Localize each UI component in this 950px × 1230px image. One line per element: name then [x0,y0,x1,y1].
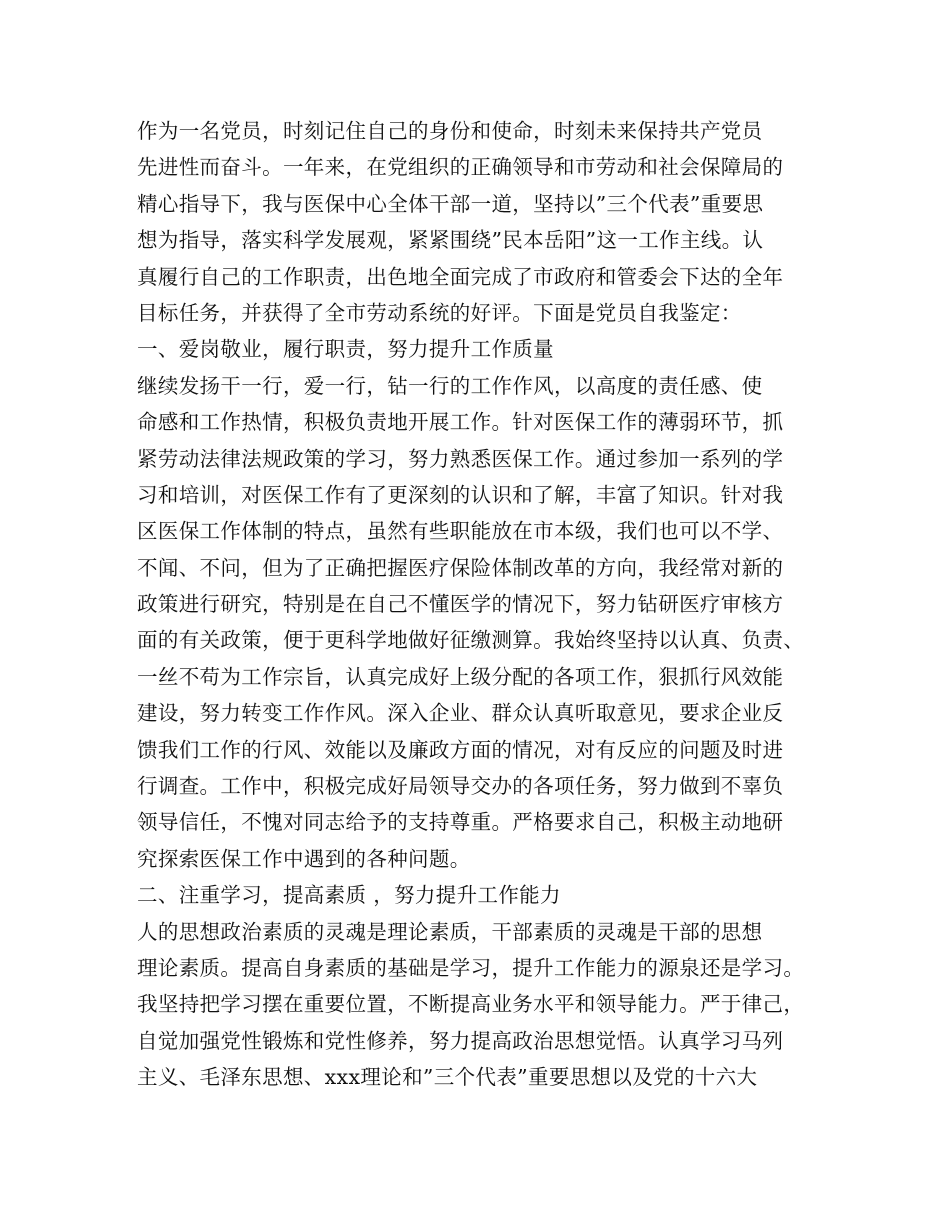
section-heading: 二、注重学习，提高素质 ，努力提升工作能力 [137,883,561,908]
text-line: 一丝不苟为工作宗旨，认真完成好上级分配的各项工作，狠抓行风效能 [137,664,784,689]
text-line: 不闻、不问，但为了正确把握医疗保险体制改革的方向，我经常对新的 [137,555,784,580]
text-line: 命感和工作热情，积极负责地开展工作。针对医保工作的薄弱环节，抓 [137,410,784,435]
text-line: 精心指导下，我与医保中心全体干部一道，坚持以”三个代表”重要思 [137,191,764,216]
text-line: 行调查。工作中，积极完成好局领导交办的各项任务，努力做到不辜负 [137,774,784,799]
text-line: 领导信任，不愧对同志给予的支持尊重。严格要求自己，积极主动地研 [137,810,784,835]
text-line: 先进性而奋斗。一年来，在党组织的正确领导和市劳动和社会保障局的 [137,155,784,180]
document-body [137,113,827,1096]
text-line: 区医保工作体制的特点，虽然有些职能放在市本级，我们也可以不学、 [137,519,784,544]
text-line: 自觉加强党性锻炼和党性修养，努力提高政治思想觉悟。认真学习马列 [137,1028,784,1053]
text-line: 面的有关政策，便于更科学地做好征缴测算。我始终坚持以认真、负责、 [137,628,805,653]
text-line: 习和培训，对医保工作有了更深刻的认识和了解，丰富了知识。针对我 [137,482,784,507]
text-line: 紧劳动法律法规政策的学习，努力熟悉医保工作。通过参加一系列的学 [137,446,784,471]
text-line: 馈我们工作的行风、效能以及廉政方面的情况，对有反应的问题及时进 [137,737,784,762]
text-line: 继续发扬干一行，爱一行，钻一行的工作作风，以高度的责任感、使 [137,373,763,398]
text-line: 究探索医保工作中遇到的各种问题。 [137,846,471,871]
text-line: 我坚持把学习摆在重要位置，不断提高业务水平和领导能力。严于律己， [137,992,805,1017]
section-heading: 一、爱岗敬业，履行职责，努力提升工作质量 [137,337,554,362]
text-line: 人的思想政治素质的灵魂是理论素质，干部素质的灵魂是干部的思想 [137,919,763,944]
text-line: 想为指导，落实科学发展观，紧紧围绕”民本岳阳”这一工作主线。认 [137,228,764,253]
text-line: 目标任务，并获得了全市劳动系统的好评。下面是党员自我鉴定： [137,300,742,325]
text-line: 真履行自己的工作职责，出色地全面完成了市政府和管委会下达的全年 [137,264,784,289]
text-line: 建设，努力转变工作作风。深入企业、群众认真听取意见，要求企业反 [137,701,784,726]
text-line: 作为一名党员，时刻记住自己的身份和使命，时刻未来保持共产党员 [137,119,763,143]
text-line: 政策进行研究，特别是在自己不懂医学的情况下，努力钻研医疗审核方 [137,592,784,617]
text-line: 理论素质。提高自身素质的基础是学习，提升工作能力的源泉还是学习。 [137,955,805,980]
text-line: 主义、毛泽东思想、xxx理论和”三个代表”重要思想以及党的十六大 [137,1065,758,1090]
